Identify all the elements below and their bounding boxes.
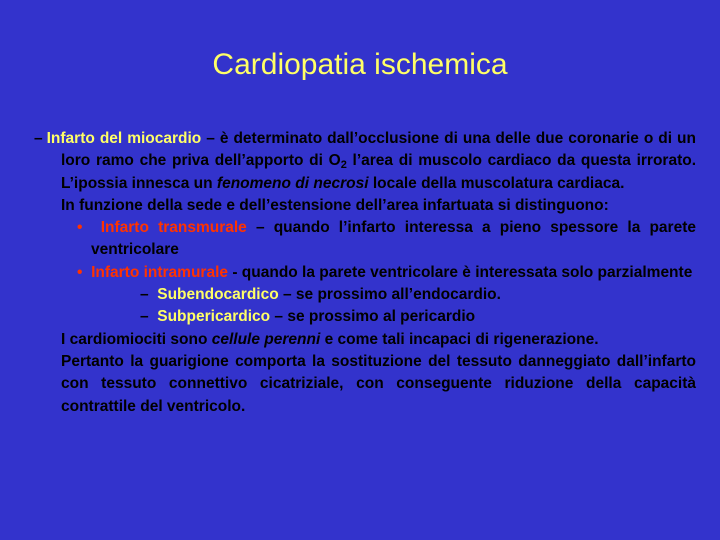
paragraph-distinguono: In funzione della sede e dell’estensione dell’area infartuata si distinguono: — [61, 196, 609, 214]
dash-marker: – — [140, 308, 149, 326]
bullet-text: - quando la parete ventricolare è interessata solo parzialmente — [228, 263, 693, 281]
slide-title: Cardiopatia ischemica — [212, 48, 508, 81]
bullet-item-transmurale — [34, 217, 696, 262]
paragraph-infarto — [34, 128, 696, 195]
term-intramurale: Infarto intramurale — [91, 263, 229, 281]
paragraph-cardiomiociti — [34, 329, 696, 351]
term-infarto-miocardio: Infarto del miocardio — [46, 130, 202, 147]
term-subpericardico: Subpericardico — [157, 308, 271, 326]
bullet-item-intramurale — [34, 262, 696, 284]
bullet-icon: • — [77, 219, 83, 237]
sub-item-text: – se prossimo all’endocardio. — [278, 286, 501, 304]
paragraph-text: l’area di muscolo cardiaco da questa irrorato. L’ipossia innesca un — [61, 152, 697, 192]
dash-marker: – — [140, 286, 149, 304]
paragraph-text: – è determinato dall’occlusione di una delle due coronarie o di un loro ramo che priva dell’apporto di O — [61, 130, 696, 170]
sub-item-subendocardico — [34, 284, 696, 306]
paragraph-text: locale della muscolatura cardiaca. — [368, 174, 625, 192]
term-transmurale: Infarto transmurale — [100, 219, 247, 237]
paragraph-text: e come tali incapaci di rigenerazione. — [320, 330, 599, 348]
italic-cellule-perenni: cellule perenni — [211, 330, 321, 348]
italic-necrosi: fenomeno di necrosi — [216, 174, 369, 192]
bullet-text: – quando l’infarto interessa a pieno spessore la parete ventricolare — [91, 219, 696, 259]
subscript-2: 2 — [340, 159, 347, 172]
bullet-icon: • — [77, 263, 83, 281]
sub-item-subpericardico — [34, 306, 696, 328]
paragraph-text: I cardiomiociti sono — [61, 330, 212, 348]
paragraph-guarigione: Pertanto la guarigione comporta la sostituzione del tessuto danneggiato dall’infarto con tessuto connettivo cicatriziale, con conseguente riduzione della capacità contrattile del ventricolo. — [61, 352, 696, 415]
sub-item-text: – se prossimo al pericardio — [270, 308, 476, 326]
term-subendocardico: Subendocardico — [157, 286, 279, 304]
dash-marker: – — [34, 130, 43, 147]
slide-body — [34, 128, 696, 418]
